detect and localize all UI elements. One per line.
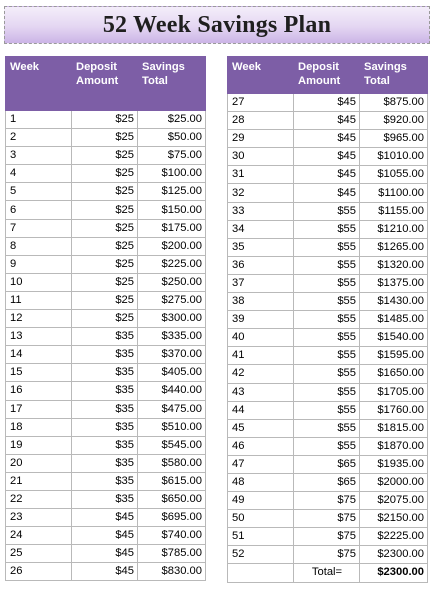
week-column-header: Week bbox=[228, 57, 294, 94]
week-cell: 21 bbox=[6, 472, 72, 490]
table-row bbox=[228, 347, 428, 365]
savings-total-cell: $370.00 bbox=[138, 346, 206, 364]
table-row bbox=[228, 202, 428, 220]
deposit-amount-cell: $35 bbox=[72, 382, 138, 400]
deposit-amount-cell: $25 bbox=[72, 291, 138, 309]
savings-total-cell: $200.00 bbox=[138, 237, 206, 255]
week-cell: 3 bbox=[6, 147, 72, 165]
week-cell: 50 bbox=[228, 510, 294, 528]
deposit-amount-cell: $55 bbox=[294, 437, 360, 455]
total-value: $2300.00 bbox=[360, 564, 428, 582]
savings-total-cell: $2150.00 bbox=[360, 510, 428, 528]
deposit-amount-cell: $45 bbox=[294, 130, 360, 148]
deposit-amount-cell: $55 bbox=[294, 365, 360, 383]
week-cell: 29 bbox=[228, 130, 294, 148]
deposit-amount-cell: $45 bbox=[294, 148, 360, 166]
week-cell: 17 bbox=[6, 400, 72, 418]
week-cell: 15 bbox=[6, 364, 72, 382]
savings-total-cell: $1320.00 bbox=[360, 256, 428, 274]
table-header-row bbox=[228, 57, 428, 94]
week-cell: 28 bbox=[228, 112, 294, 130]
savings-total-cell: $475.00 bbox=[138, 400, 206, 418]
deposit-amount-cell: $45 bbox=[294, 94, 360, 112]
deposit-amount-cell: $25 bbox=[72, 111, 138, 129]
week-cell: 16 bbox=[6, 382, 72, 400]
deposit-amount-column-header: Deposit Amount bbox=[294, 57, 360, 94]
table-row bbox=[228, 256, 428, 274]
savings-total-cell: $1100.00 bbox=[360, 184, 428, 202]
savings-total-cell: $1430.00 bbox=[360, 293, 428, 311]
table-row bbox=[6, 472, 206, 490]
savings-total-cell: $1265.00 bbox=[360, 238, 428, 256]
week-cell: 24 bbox=[6, 527, 72, 545]
deposit-amount-cell: $55 bbox=[294, 274, 360, 292]
table-row bbox=[228, 383, 428, 401]
savings-total-cell: $2000.00 bbox=[360, 473, 428, 491]
deposit-amount-cell: $55 bbox=[294, 311, 360, 329]
deposit-amount-cell: $35 bbox=[72, 364, 138, 382]
deposit-amount-cell: $45 bbox=[294, 184, 360, 202]
deposit-amount-cell: $45 bbox=[294, 166, 360, 184]
table-row bbox=[6, 527, 206, 545]
savings-total-cell: $1705.00 bbox=[360, 383, 428, 401]
savings-total-cell: $740.00 bbox=[138, 527, 206, 545]
deposit-amount-cell: $55 bbox=[294, 220, 360, 238]
table-row bbox=[228, 455, 428, 473]
table-row bbox=[6, 129, 206, 147]
savings-total-cell: $335.00 bbox=[138, 328, 206, 346]
week-cell: 8 bbox=[6, 237, 72, 255]
week-cell: 39 bbox=[228, 311, 294, 329]
table-row bbox=[228, 365, 428, 383]
deposit-amount-cell: $25 bbox=[72, 273, 138, 291]
table-row bbox=[228, 274, 428, 292]
table-row bbox=[6, 165, 206, 183]
savings-total-cell: $830.00 bbox=[138, 563, 206, 581]
week-cell: 47 bbox=[228, 455, 294, 473]
table-row bbox=[228, 184, 428, 202]
week-cell: 9 bbox=[6, 255, 72, 273]
deposit-amount-cell: $35 bbox=[72, 436, 138, 454]
table-row bbox=[6, 273, 206, 291]
savings-total-cell: $1815.00 bbox=[360, 419, 428, 437]
week-cell: 41 bbox=[228, 347, 294, 365]
week-cell: 37 bbox=[228, 274, 294, 292]
table-row bbox=[228, 293, 428, 311]
savings-total-cell: $1210.00 bbox=[360, 220, 428, 238]
deposit-amount-cell: $55 bbox=[294, 256, 360, 274]
table-row bbox=[6, 237, 206, 255]
week-cell: 6 bbox=[6, 201, 72, 219]
week-cell: 34 bbox=[228, 220, 294, 238]
table-row bbox=[228, 311, 428, 329]
deposit-amount-cell: $35 bbox=[72, 418, 138, 436]
week-cell: 52 bbox=[228, 546, 294, 564]
page-title: 52 Week Savings Plan bbox=[102, 11, 332, 38]
week-cell: 4 bbox=[6, 165, 72, 183]
deposit-amount-cell: $75 bbox=[294, 492, 360, 510]
deposit-amount-column-header: Deposit Amount bbox=[72, 57, 138, 111]
deposit-amount-cell: $55 bbox=[294, 401, 360, 419]
table-row bbox=[228, 220, 428, 238]
table-row bbox=[6, 201, 206, 219]
week-cell: 30 bbox=[228, 148, 294, 166]
savings-total-column-header: Savings Total bbox=[360, 57, 428, 94]
total-spacer-cell bbox=[228, 564, 294, 582]
week-cell: 31 bbox=[228, 166, 294, 184]
savings-total-cell: $1595.00 bbox=[360, 347, 428, 365]
table-row bbox=[228, 130, 428, 148]
deposit-amount-cell: $35 bbox=[72, 490, 138, 508]
deposit-amount-cell: $55 bbox=[294, 419, 360, 437]
week-cell: 22 bbox=[6, 490, 72, 508]
table-row bbox=[228, 437, 428, 455]
table-header-row bbox=[6, 57, 206, 111]
week-cell: 11 bbox=[6, 291, 72, 309]
savings-total-cell: $875.00 bbox=[360, 94, 428, 112]
week-cell: 46 bbox=[228, 437, 294, 455]
table-row bbox=[6, 346, 206, 364]
deposit-amount-cell: $25 bbox=[72, 147, 138, 165]
week-cell: 20 bbox=[6, 454, 72, 472]
deposit-amount-cell: $55 bbox=[294, 347, 360, 365]
deposit-amount-cell: $75 bbox=[294, 546, 360, 564]
savings-total-cell: $1650.00 bbox=[360, 365, 428, 383]
table-row bbox=[6, 219, 206, 237]
savings-total-cell: $650.00 bbox=[138, 490, 206, 508]
week-cell: 25 bbox=[6, 545, 72, 563]
deposit-amount-cell: $55 bbox=[294, 238, 360, 256]
week-cell: 5 bbox=[6, 183, 72, 201]
table-row bbox=[228, 166, 428, 184]
deposit-amount-cell: $25 bbox=[72, 219, 138, 237]
table-row bbox=[228, 419, 428, 437]
savings-total-cell: $1375.00 bbox=[360, 274, 428, 292]
savings-total-cell: $965.00 bbox=[360, 130, 428, 148]
week-cell: 35 bbox=[228, 238, 294, 256]
savings-total-cell: $1485.00 bbox=[360, 311, 428, 329]
table-row bbox=[228, 148, 428, 166]
deposit-amount-cell: $45 bbox=[72, 509, 138, 527]
table-row bbox=[228, 546, 428, 564]
week-cell: 12 bbox=[6, 310, 72, 328]
table-row bbox=[228, 329, 428, 347]
total-row bbox=[228, 564, 428, 582]
deposit-amount-cell: $45 bbox=[72, 545, 138, 563]
savings-total-cell: $25.00 bbox=[138, 111, 206, 129]
deposit-amount-cell: $35 bbox=[72, 328, 138, 346]
savings-total-cell: $615.00 bbox=[138, 472, 206, 490]
deposit-amount-cell: $25 bbox=[72, 310, 138, 328]
deposit-amount-cell: $65 bbox=[294, 455, 360, 473]
savings-total-cell: $695.00 bbox=[138, 509, 206, 527]
week-cell: 42 bbox=[228, 365, 294, 383]
deposit-amount-cell: $25 bbox=[72, 237, 138, 255]
week-cell: 1 bbox=[6, 111, 72, 129]
deposit-amount-cell: $55 bbox=[294, 293, 360, 311]
deposit-amount-cell: $35 bbox=[72, 454, 138, 472]
week-cell: 19 bbox=[6, 436, 72, 454]
savings-total-cell: $785.00 bbox=[138, 545, 206, 563]
deposit-amount-cell: $25 bbox=[72, 201, 138, 219]
savings-total-cell: $250.00 bbox=[138, 273, 206, 291]
table-row bbox=[6, 364, 206, 382]
table-row bbox=[6, 183, 206, 201]
savings-total-cell: $300.00 bbox=[138, 310, 206, 328]
deposit-amount-cell: $75 bbox=[294, 528, 360, 546]
table-row bbox=[6, 400, 206, 418]
table-row bbox=[6, 382, 206, 400]
week-cell: 49 bbox=[228, 492, 294, 510]
week-column-header: Week bbox=[6, 57, 72, 111]
savings-total-cell: $1870.00 bbox=[360, 437, 428, 455]
savings-total-cell: $2300.00 bbox=[360, 546, 428, 564]
table-row bbox=[6, 454, 206, 472]
table-row bbox=[6, 328, 206, 346]
savings-total-cell: $580.00 bbox=[138, 454, 206, 472]
week-cell: 40 bbox=[228, 329, 294, 347]
week-cell: 45 bbox=[228, 419, 294, 437]
savings-total-cell: $1760.00 bbox=[360, 401, 428, 419]
table-row bbox=[6, 291, 206, 309]
savings-total-cell: $100.00 bbox=[138, 165, 206, 183]
deposit-amount-cell: $45 bbox=[72, 563, 138, 581]
week-cell: 23 bbox=[6, 509, 72, 527]
savings-total-cell: $920.00 bbox=[360, 112, 428, 130]
deposit-amount-cell: $35 bbox=[72, 472, 138, 490]
savings-total-cell: $1935.00 bbox=[360, 455, 428, 473]
savings-total-cell: $2225.00 bbox=[360, 528, 428, 546]
savings-total-cell: $2075.00 bbox=[360, 492, 428, 510]
deposit-amount-cell: $25 bbox=[72, 129, 138, 147]
week-cell: 51 bbox=[228, 528, 294, 546]
savings-total-cell: $225.00 bbox=[138, 255, 206, 273]
week-cell: 38 bbox=[228, 293, 294, 311]
week-cell: 7 bbox=[6, 219, 72, 237]
week-cell: 14 bbox=[6, 346, 72, 364]
deposit-amount-cell: $45 bbox=[72, 527, 138, 545]
savings-total-cell: $1155.00 bbox=[360, 202, 428, 220]
week-cell: 10 bbox=[6, 273, 72, 291]
table-row bbox=[6, 436, 206, 454]
deposit-amount-cell: $25 bbox=[72, 165, 138, 183]
table-row bbox=[228, 112, 428, 130]
week-cell: 48 bbox=[228, 473, 294, 491]
deposit-amount-cell: $55 bbox=[294, 202, 360, 220]
table-row bbox=[6, 563, 206, 581]
deposit-amount-cell: $35 bbox=[72, 400, 138, 418]
week-cell: 26 bbox=[6, 563, 72, 581]
week-cell: 2 bbox=[6, 129, 72, 147]
savings-total-cell: $545.00 bbox=[138, 436, 206, 454]
table-row bbox=[6, 490, 206, 508]
table-row bbox=[228, 94, 428, 112]
deposit-amount-cell: $45 bbox=[294, 112, 360, 130]
table-row bbox=[228, 510, 428, 528]
week-cell: 13 bbox=[6, 328, 72, 346]
savings-table-weeks-1-26 bbox=[5, 56, 206, 581]
table-row bbox=[6, 255, 206, 273]
table-row bbox=[228, 528, 428, 546]
week-cell: 43 bbox=[228, 383, 294, 401]
table-row bbox=[6, 147, 206, 165]
savings-total-cell: $75.00 bbox=[138, 147, 206, 165]
deposit-amount-cell: $65 bbox=[294, 473, 360, 491]
deposit-amount-cell: $55 bbox=[294, 329, 360, 347]
table-row bbox=[6, 111, 206, 129]
week-cell: 27 bbox=[228, 94, 294, 112]
week-cell: 44 bbox=[228, 401, 294, 419]
savings-total-cell: $510.00 bbox=[138, 418, 206, 436]
week-cell: 18 bbox=[6, 418, 72, 436]
savings-total-cell: $275.00 bbox=[138, 291, 206, 309]
week-cell: 33 bbox=[228, 202, 294, 220]
week-cell: 36 bbox=[228, 256, 294, 274]
deposit-amount-cell: $25 bbox=[72, 183, 138, 201]
deposit-amount-cell: $55 bbox=[294, 383, 360, 401]
table-row bbox=[228, 401, 428, 419]
deposit-amount-cell: $75 bbox=[294, 510, 360, 528]
savings-total-cell: $1540.00 bbox=[360, 329, 428, 347]
savings-total-cell: $150.00 bbox=[138, 201, 206, 219]
savings-total-cell: $440.00 bbox=[138, 382, 206, 400]
savings-total-cell: $1055.00 bbox=[360, 166, 428, 184]
savings-total-column-header: Savings Total bbox=[138, 57, 206, 111]
table-row bbox=[6, 310, 206, 328]
savings-total-cell: $175.00 bbox=[138, 219, 206, 237]
table-row bbox=[228, 492, 428, 510]
savings-total-cell: $125.00 bbox=[138, 183, 206, 201]
total-label: Total= bbox=[294, 564, 360, 582]
savings-total-cell: $405.00 bbox=[138, 364, 206, 382]
savings-total-cell: $1010.00 bbox=[360, 148, 428, 166]
table-row bbox=[6, 509, 206, 527]
table-row bbox=[228, 238, 428, 256]
savings-table-weeks-27-52 bbox=[227, 56, 428, 583]
table-row bbox=[228, 473, 428, 491]
table-row bbox=[6, 418, 206, 436]
deposit-amount-cell: $25 bbox=[72, 255, 138, 273]
table-row bbox=[6, 545, 206, 563]
week-cell: 32 bbox=[228, 184, 294, 202]
savings-total-cell: $50.00 bbox=[138, 129, 206, 147]
deposit-amount-cell: $35 bbox=[72, 346, 138, 364]
title-banner bbox=[4, 6, 430, 44]
